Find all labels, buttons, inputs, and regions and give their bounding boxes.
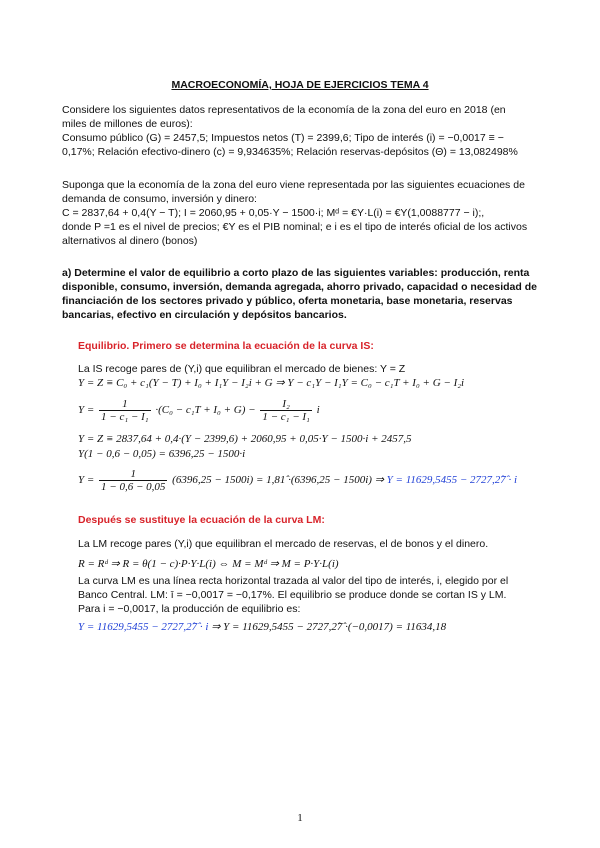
model-line-1: Suponga que la economía de la zona del euro viene representada por las siguientes ecuaciones de	[62, 179, 525, 191]
page-title: MACROECONOMÍA, HOJA DE EJERCICIOS TEMA 4	[171, 79, 429, 91]
lm-equation-1: R = Rᵈ ⇒ R = θ(1 − c)·P·Y·L(i) ⇔ M = Mᵈ ⇒ M = P·Y·L(i)	[78, 558, 339, 570]
equilibrium-output: Y = 11629,5455 − 2727,2̂7̂ · i ⇒ Y = 11629,5455 − 2727,2̂7̂ ·(−0,0017) = 11634,18	[78, 621, 447, 633]
question-a-line-4: bancarias, efectivo en circulación y depósitos bancarios.	[62, 309, 347, 321]
is-section-heading: Equilibrio. Primero se determina la ecuación de la curva IS:	[78, 340, 374, 352]
intro-line-2: miles de millones de euros):	[62, 118, 193, 130]
model-line-2: demanda de consumo, inversión y dinero:	[62, 193, 257, 205]
question-a-line-1: a) Determine el valor de equilibrio a corto plazo de las siguientes variables: producción, renta	[62, 267, 530, 279]
is-equation-4: Y(1 − 0,6 − 0,05) = 6396,25 − 1500·i	[78, 448, 246, 460]
is-equation-5: Y = $\frac{1}{1 - 0,6 - 0,05}$ (6396,25 − 1500i) = 1,81̂ ·(6396,25 − 1500i) ⇒ Y = 11629,5455 − 2727,2̂7̂ · i	[78, 467, 518, 493]
is-curve-equation: Y = 11629,5455 − 2727,2̂7̂ · i	[78, 621, 209, 633]
lm-paragraph-1: La curva LM es una línea recta horizontal trazada al valor del tipo de interés, i, elegido por el	[78, 575, 509, 587]
page-number: 1	[297, 812, 303, 824]
model-line-4: donde P =1 es el nivel de precios; €Y es el PIB nominal; e i es el tipo de interés oficial de los activos	[62, 221, 528, 233]
is-description: La IS recoge pares de (Y,i) que equilibran el mercado de bienes: Y = Z	[78, 363, 406, 375]
is-equation-1: Y = Z ≡ C₀ + c₁(Y − T) + I₀ + I₁Y − I₂i + G ⇒ Y − c₁Y − I₁Y = C₀ − c₁T + I₀ + G − I₂i	[78, 377, 465, 389]
is-equation-2: Y = $\frac{1}{\text{1 − c₁ − I₁}}$ ·(C₀ − c₁T + I₀ + G) − $\frac{\text{I₂}}{\text{1 − c₁ − I₁}}$ i	[78, 397, 320, 423]
model-line-5: alternativos al dinero (bonos)	[62, 235, 198, 247]
fraction: $\frac{\text{I₂}}{\text{1 − c₁ − I₁}}$	[262, 397, 310, 423]
intro-line-4: 0,17%; Relación efectivo-dinero (c) = 9,934635%; Relación reservas-depósitos (Θ) = 13,082498%	[62, 146, 518, 158]
lm-paragraph-2: Banco Central. LM: ī = −0,0017 = −0,17%. El equilibrio se produce donde se cortan IS y LM.	[78, 589, 507, 601]
intro-line-1: Considere los siguientes datos representativos de la economía de la zona del euro en 2018 (en	[62, 104, 506, 116]
is-equation-3: Y = Z ≡ 2837,64 + 0,4·(Y − 2399,6) + 2060,95 + 0,05·Y − 1500·i + 2457,5	[78, 433, 412, 445]
is-curve-result: Y = 11629,5455 − 2727,2̂7̂ · i	[386, 474, 518, 486]
lm-section-heading: Después se sustituye la ecuación de la curva LM:	[78, 514, 325, 526]
model-equations: C = 2837,64 + 0,4(Y − T); I = 2060,95 + 0,05·Y − 1500·i; Mᵈ = €Y·L(i) = €Y(1,0088777 − i);,	[62, 207, 485, 219]
fraction: $\frac{1}{\text{1 − c₁ − I₁}}$	[101, 397, 149, 423]
intro-line-3: Consumo público (G) = 2457,5; Impuestos netos (T) = 2399,6; Tipo de interés (i) = −0,0017 ≡ −	[62, 132, 504, 144]
question-a-line-2: disponible, consumo, inversión, demanda agregada, ahorro privado, capacidad o necesidad de	[62, 281, 537, 293]
lm-description: La LM recoge pares (Y,i) que equilibran el mercado de reservas, el de bonos y el dinero.	[78, 538, 489, 550]
question-a-line-3: financiación de los sectores privado y público, oferta monetaria, base monetaria, reservas	[62, 295, 513, 307]
fraction: $\frac{1}{1 - 0,6 - 0,05}$	[101, 467, 166, 493]
lm-paragraph-3: Para i = −0,0017, la producción de equilibrio es:	[78, 603, 301, 615]
